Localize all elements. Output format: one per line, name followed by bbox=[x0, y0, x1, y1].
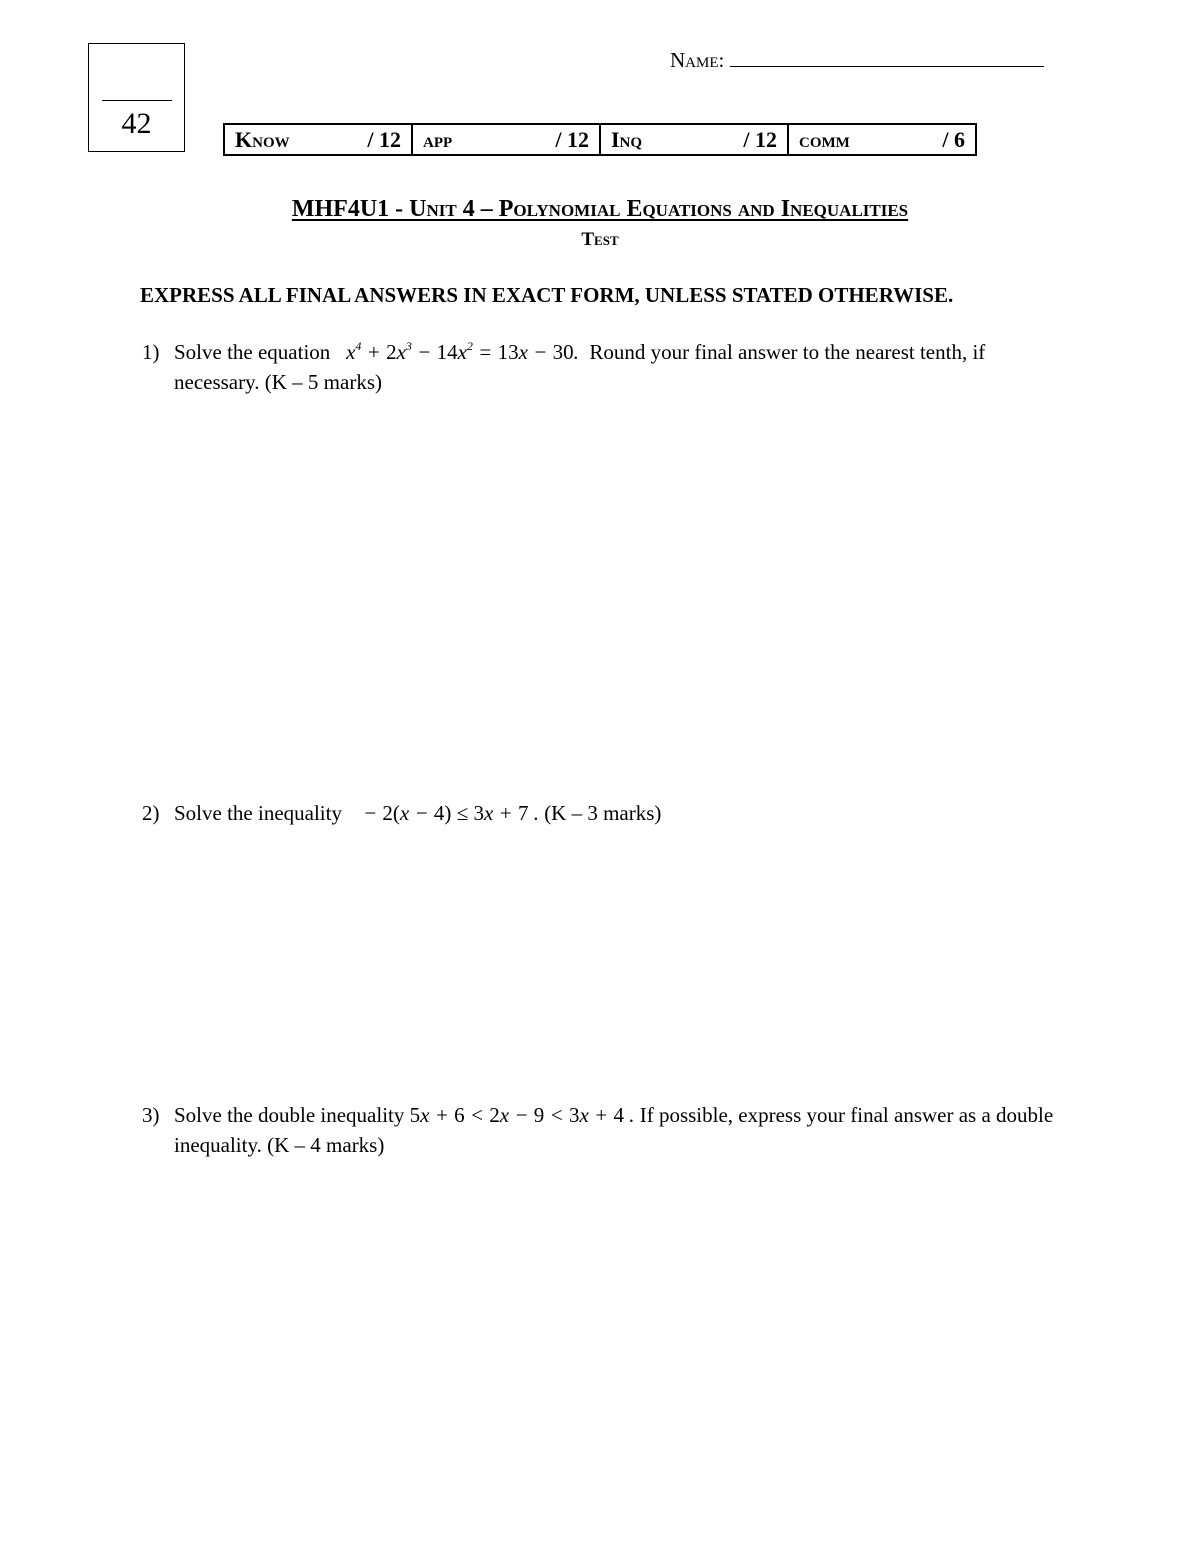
marks-cell-know bbox=[225, 125, 413, 154]
question-2 bbox=[142, 798, 1072, 828]
question-marks: (K – 5 marks) bbox=[264, 370, 382, 394]
marks-cell-inq bbox=[601, 125, 789, 154]
score-total: 42 bbox=[121, 107, 152, 140]
marks-label-know: Know bbox=[235, 126, 290, 152]
marks-out-of-comm: / 6 bbox=[942, 126, 965, 152]
page-subtitle: Test bbox=[581, 229, 619, 250]
question-number: 3) bbox=[142, 1103, 160, 1127]
instructions: EXPRESS ALL FINAL ANSWERS IN EXACT FORM, UNLESS STATED OTHERWISE. bbox=[140, 283, 954, 307]
question-text: Solve the double inequality bbox=[174, 1103, 405, 1127]
name-field[interactable] bbox=[670, 48, 1044, 73]
question-3 bbox=[142, 1100, 1072, 1160]
name-label: Name: bbox=[670, 48, 725, 72]
marks-table bbox=[223, 123, 977, 156]
question-number: 1) bbox=[142, 340, 160, 364]
question-inequality: − 2(x − 4) ≤ 3x + 7 . bbox=[347, 801, 539, 825]
question-text-after: If possible, express your final answer as a double inequality. bbox=[174, 1103, 1054, 1157]
score-box bbox=[88, 43, 185, 152]
question-number: 2) bbox=[142, 801, 160, 825]
marks-out-of-app: / 12 bbox=[555, 126, 589, 152]
name-underline[interactable] bbox=[730, 48, 1044, 67]
question-double-inequality: 5x + 6 < 2x − 9 < 3x + 4 . bbox=[409, 1103, 635, 1127]
question-1 bbox=[142, 337, 1072, 397]
question-marks: (K – 3 marks) bbox=[544, 801, 662, 825]
marks-cell-comm bbox=[789, 125, 975, 154]
score-blank-line bbox=[102, 100, 172, 101]
question-text: Solve the inequality bbox=[174, 801, 342, 825]
marks-label-app: app bbox=[423, 126, 453, 152]
marks-out-of-inq: / 12 bbox=[743, 126, 777, 152]
question-marks: (K – 4 marks) bbox=[267, 1133, 385, 1157]
question-text: Solve the equation bbox=[174, 340, 331, 364]
question-text-after: Round your final answer to the nearest tenth, if necessary. bbox=[174, 340, 986, 394]
question-equation: $x^4 + 2x^3 - 14x^2 = 13x - 30$. bbox=[335, 339, 579, 364]
marks-cell-app bbox=[413, 125, 601, 154]
marks-label-inq: Inq bbox=[611, 126, 643, 152]
marks-label-comm: comm bbox=[799, 126, 850, 152]
page-title: MHF4U1 - Unit 4 – Polynomial Equations and Inequalities bbox=[291, 196, 909, 222]
marks-out-of-know: / 12 bbox=[367, 126, 401, 152]
